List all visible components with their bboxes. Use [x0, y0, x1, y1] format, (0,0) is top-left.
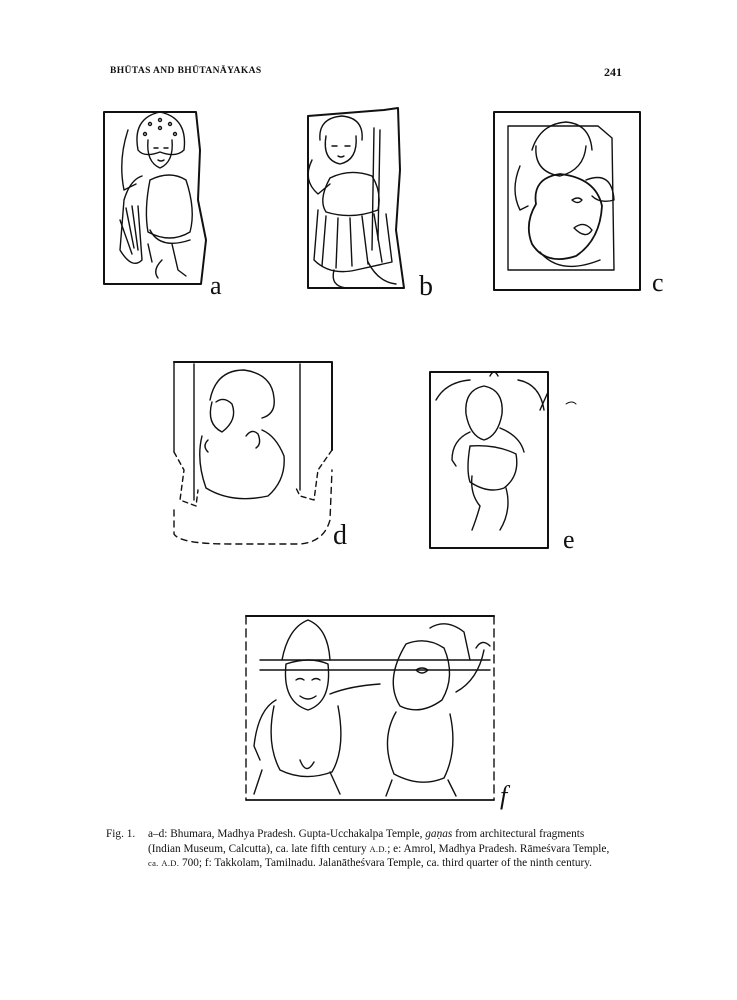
- panel-label-b: b: [419, 271, 433, 302]
- caption-ca: ca.: [148, 858, 159, 869]
- caption-part-4: 700; f: Takkolam, Tamilnadu. Jalanātheśvara Temple, ca. third quarter of the ninth century.: [179, 857, 593, 870]
- caption-era-1: A.D.: [369, 843, 388, 854]
- caption-part-1: a–d: Bhumara, Madhya Pradesh. Gupta-Ucchakalpa Temple,: [148, 828, 426, 840]
- panel-label-e: e: [563, 525, 575, 554]
- caption-era-2: A.D.: [161, 858, 180, 869]
- caption-part-2: from architectural fragments (Indian Museum, Calcutta), ca. late fifth century: [148, 828, 585, 855]
- figure-label: Fig. 1.: [106, 828, 136, 840]
- panel-f-drawing: [246, 616, 494, 800]
- panel-label-a: a: [210, 271, 222, 300]
- panel-label-f: f: [500, 781, 508, 810]
- running-head: BHŪTAS AND BHŪTANĀYAKAS: [110, 66, 262, 76]
- panel-e-drawing: [430, 372, 576, 548]
- caption-part-3: ; e: Amrol, Madhya Pradesh. Rāmeśvara Temple,: [387, 842, 610, 855]
- caption-term: gaṇas: [425, 828, 453, 840]
- figure-caption: [106, 827, 618, 871]
- panel-b-drawing: [308, 108, 404, 288]
- panel-label-d: d: [333, 520, 347, 551]
- panel-a-drawing: [104, 112, 206, 284]
- panel-c-drawing: [494, 112, 640, 290]
- panel-label-c: c: [652, 268, 664, 297]
- panel-d-drawing: [174, 362, 332, 544]
- page-number: 241: [604, 65, 622, 79]
